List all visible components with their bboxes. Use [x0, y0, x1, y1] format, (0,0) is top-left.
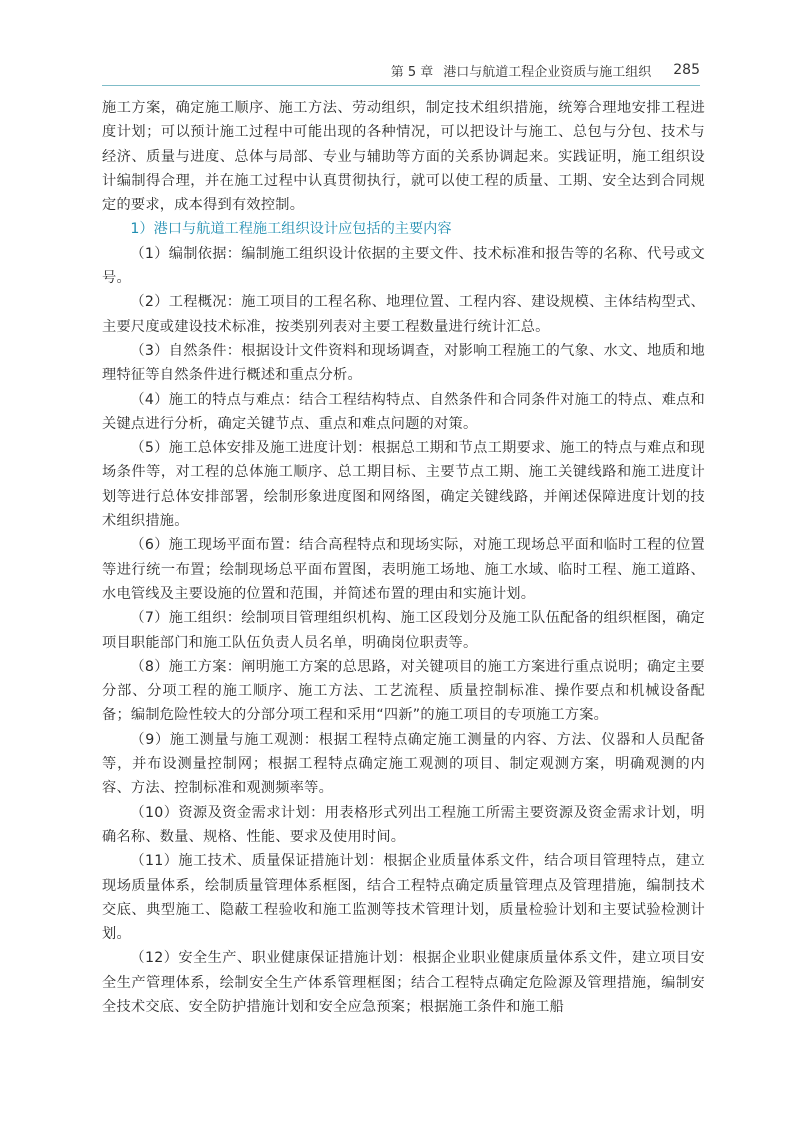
- page-number: 285: [673, 62, 700, 78]
- intro-paragraph: 施工方案，确定施工顺序、施工方法、劳动组织，制定技术组织措施，统筹合理地安排工程进度计划；可以预计施工过程中可能出现的各种情况，可以把设计与施工、总包与分包、技术与经济、质量与进度、总体与局部、专业与辅助等方面的关系协调起来。实践证明，施工组织设计编制得合理，并在施工过程中认真贯彻执行，就可以使工程的质量、工期、安全达到合同规定的要求，成本得到有效控制。: [102, 100, 705, 214]
- list-item-3: （3）自然条件：根据设计文件资料和现场调查，对影响工程施工的气象、水文、地质和地理特征等自然条件进行概述和重点分析。: [102, 342, 705, 384]
- list-item-2: （2）工程概况：施工项目的工程名称、地理位置、工程内容、建设规模、主体结构型式、主要尺度或建设技术标准，按类别列表对主要工程数量进行统计汇总。: [102, 294, 705, 335]
- list-item-12: （12）安全生产、职业健康保证措施计划：根据企业职业健康质量体系文件，建立项目安全生产管理体系，绘制安全生产体系管理框图；结合工程特点确定危险源及管理措施，编制安全技术交底、安全防护措施计划和安全应急预案；根据施工条件和施工船: [102, 950, 705, 1015]
- list-item-4: （4）施工的特点与难点：结合工程结构特点、自然条件和合同条件对施工的特点、难点和关键点进行分析，确定关键节点、重点和难点问题的对策。: [102, 391, 705, 432]
- running-header: [102, 58, 700, 82]
- list-item-5: （5）施工总体安排及施工进度计划：根据总工期和节点工期要求、施工的特点与难点和现场条件等，对工程的总体施工顺序、总工期目标、主要节点工期、施工关键线路和施工进度计划等进行总体安排部署，绘制形象进度图和网络图，确定关键线路，并阐述保障进度计划的技术组织措施。: [102, 440, 705, 530]
- list-item-6: （6）施工现场平面布置：结合高程特点和现场实际，对施工现场总平面和临时工程的位置等进行统一布置；绘制现场总平面布置图，表明施工场地、施工水域、临时工程、施工道路、水电管线及主要设施的位置和范围，并简述布置的理由和实施计划。: [102, 537, 705, 602]
- section-heading: 1）港口与航道工程施工组织设计应包括的主要内容: [130, 221, 452, 238]
- chapter-label: 第 5 章: [390, 64, 434, 80]
- list-item-8: （8）施工方案：阐明施工方案的总思路，对关键项目的施工方案进行重点说明；确定主要分部、分项工程的施工顺序、施工方法、工艺流程、质量控制标准、操作要点和机械设备配备；编制危险性较大的分部分项工程和采用“四新”的施工项目的专项施工方案。: [102, 658, 705, 724]
- header-rule: [102, 85, 700, 86]
- list-item-9: （9）施工测量与施工观测：根据工程特点确定施工测量的内容、方法、仪器和人员配备等，并布设测量控制网；根据工程特点确定施工观测的项目、制定观测方案，明确观测的内容、方法、控制标准和观测频率等。: [102, 731, 705, 797]
- chapter-title: 港口与航道工程企业资质与施工组织: [443, 64, 652, 80]
- list-item-11: （11）施工技术、质量保证措施计划：根据企业质量体系文件，结合项目管理特点，建立现场质量体系，绘制质量管理体系框图，结合工程特点确定质量管理点及管理措施，编制技术交底、典型施工、隐蔽工程验收和施工监测等技术管理计划，质量检验计划和主要试验检测计划。: [102, 853, 705, 943]
- list-item-1: （1）编制依据：编制施工组织设计依据的主要文件、技术标准和报告等的名称、代号或文号。: [102, 245, 705, 287]
- list-item-10: （10）资源及资金需求计划：用表格形式列出工程施工所需主要资源及资金需求计划，明确名称、数量、规格、性能、要求及使用时间。: [102, 804, 705, 845]
- list-item-7: （7）施工组织：绘制项目管理组织机构、施工区段划分及施工队伍配备的组织框图，确定项目职能部门和施工队伍负责人员名单，明确岗位职责等。: [102, 610, 705, 651]
- page-body: [102, 96, 705, 1019]
